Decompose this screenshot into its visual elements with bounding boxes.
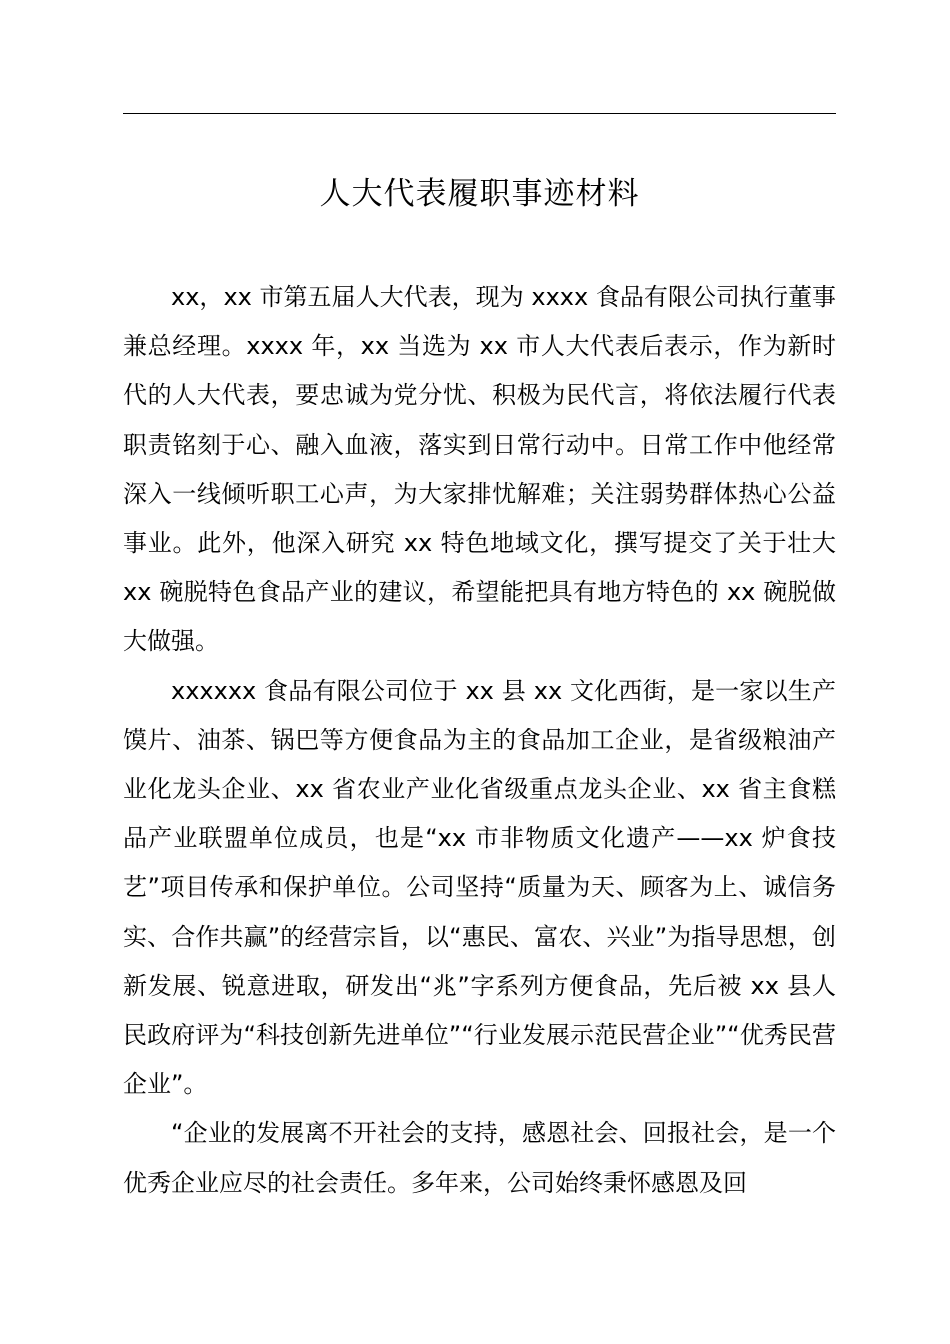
paragraph-3: “企业的发展离不开社会的支持，感恩社会、回报社会，是一个优秀企业应尽的社会责任。多年来，公司始终秉怀感恩及回 (123, 1119, 836, 1197)
paragraph-2: xxxxxx 食品有限公司位于 xx 县 xx 文化西街，是一家以生产馍片、油茶、锅巴等方便食品为主的食品加工企业，是省级粮油产业化龙头企业、xx 省农业产业化省级重点龙头企业、xx 省主食糕品产业联盟单位成员，也是“xx 市非物质文化遗产——xx 炉食技艺”项目传承和保护单位。公司坚持“质量为天、顾客为上、诚信务实、合作共赢”的经营宗旨，以“惠民、富农、兴业”为指导思想，创新发展、锐意进取，研发出“兆”字系列方便食品，先后被 xx 县人民政府评为“科技创新先进单位”“行业发展示范民营企业”“优秀民营企业”。 (123, 676, 836, 1099)
document-title: 人大代表履职事迹材料 (319, 176, 640, 212)
document-body (123, 273, 836, 1208)
header-rule (123, 113, 836, 114)
paragraph-1: xx，xx 市第五届人大代表，现为 xxxx 食品有限公司执行董事兼总经理。xxxx 年，xx 当选为 xx 市人大代表后表示，作为新时代的人大代表，要忠诚为党分忧、积极为民代言，将依法履行代表职责铭刻于心、融入血液，落实到日常行动中。日常工作中他经常深入一线倾听职工心声，为大家排忧解难；关注弱势群体热心公益事业。此外，他深入研究 xx 特色地域文化，撰写提交了关于壮大 xx 碗脱特色食品产业的建议，希望能把具有地方特色的 xx 碗脱做大做强。 (123, 283, 836, 656)
